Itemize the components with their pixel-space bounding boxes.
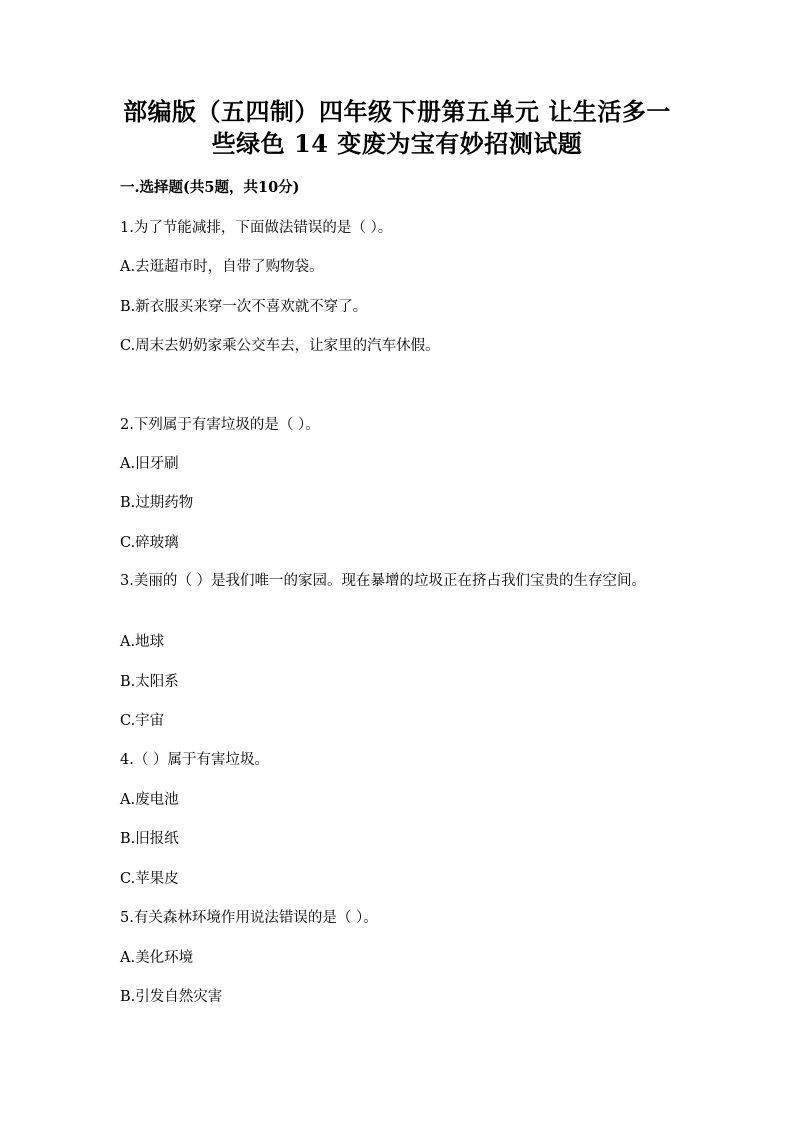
question-1-option-b: B.新衣服买来穿一次不喜欢就不穿了。 — [120, 299, 368, 315]
question-1-option-a: A.去逛超市时，自带了购物袋。 — [120, 259, 324, 275]
question-2-option-c: C.碎玻璃 — [120, 535, 179, 551]
question-4-option-a: A.废电池 — [120, 792, 179, 808]
question-3-option-a: A.地球 — [120, 634, 165, 650]
question-4-option-b: B.旧报纸 — [120, 831, 179, 847]
question-5-option-b: B.引发自然灾害 — [120, 989, 223, 1005]
question-3-option-c: C.宇宙 — [120, 713, 165, 729]
question-2-option-b: B.过期药物 — [120, 495, 194, 511]
question-4-stem: 4.（ ）属于有害垃圾。 — [120, 752, 269, 768]
document-title-line-2: 些绿色 14 变废为宝有妙招测试题 — [211, 129, 583, 158]
question-2-stem: 2.下列属于有害垃圾的是（ ）。 — [120, 417, 320, 433]
question-1-option-c: C.周末去奶奶家乘公交车去，让家里的汽车休假。 — [120, 338, 440, 354]
question-2-option-a: A.旧牙刷 — [120, 456, 179, 472]
question-5-option-a: A.美化环境 — [120, 950, 194, 966]
question-3-option-b: B.太阳系 — [120, 674, 179, 690]
question-5-stem: 5.有关森林环境作用说法错误的是（ ）。 — [120, 910, 378, 926]
document-title-line-1: 部编版（五四制）四年级下册第五单元 让生活多一 — [123, 97, 671, 126]
question-1-stem: 1.为了节能减排，下面做法错误的是（ ）。 — [120, 220, 393, 236]
section-heading: 一.选择题(共5题，共10分) — [120, 179, 300, 196]
question-3-stem: 3.美丽的（ ）是我们唯一的家园。现在暴增的垃圾正在挤占我们宝贵的生存空间。 — [120, 573, 646, 589]
question-4-option-c: C.苹果皮 — [120, 871, 179, 887]
